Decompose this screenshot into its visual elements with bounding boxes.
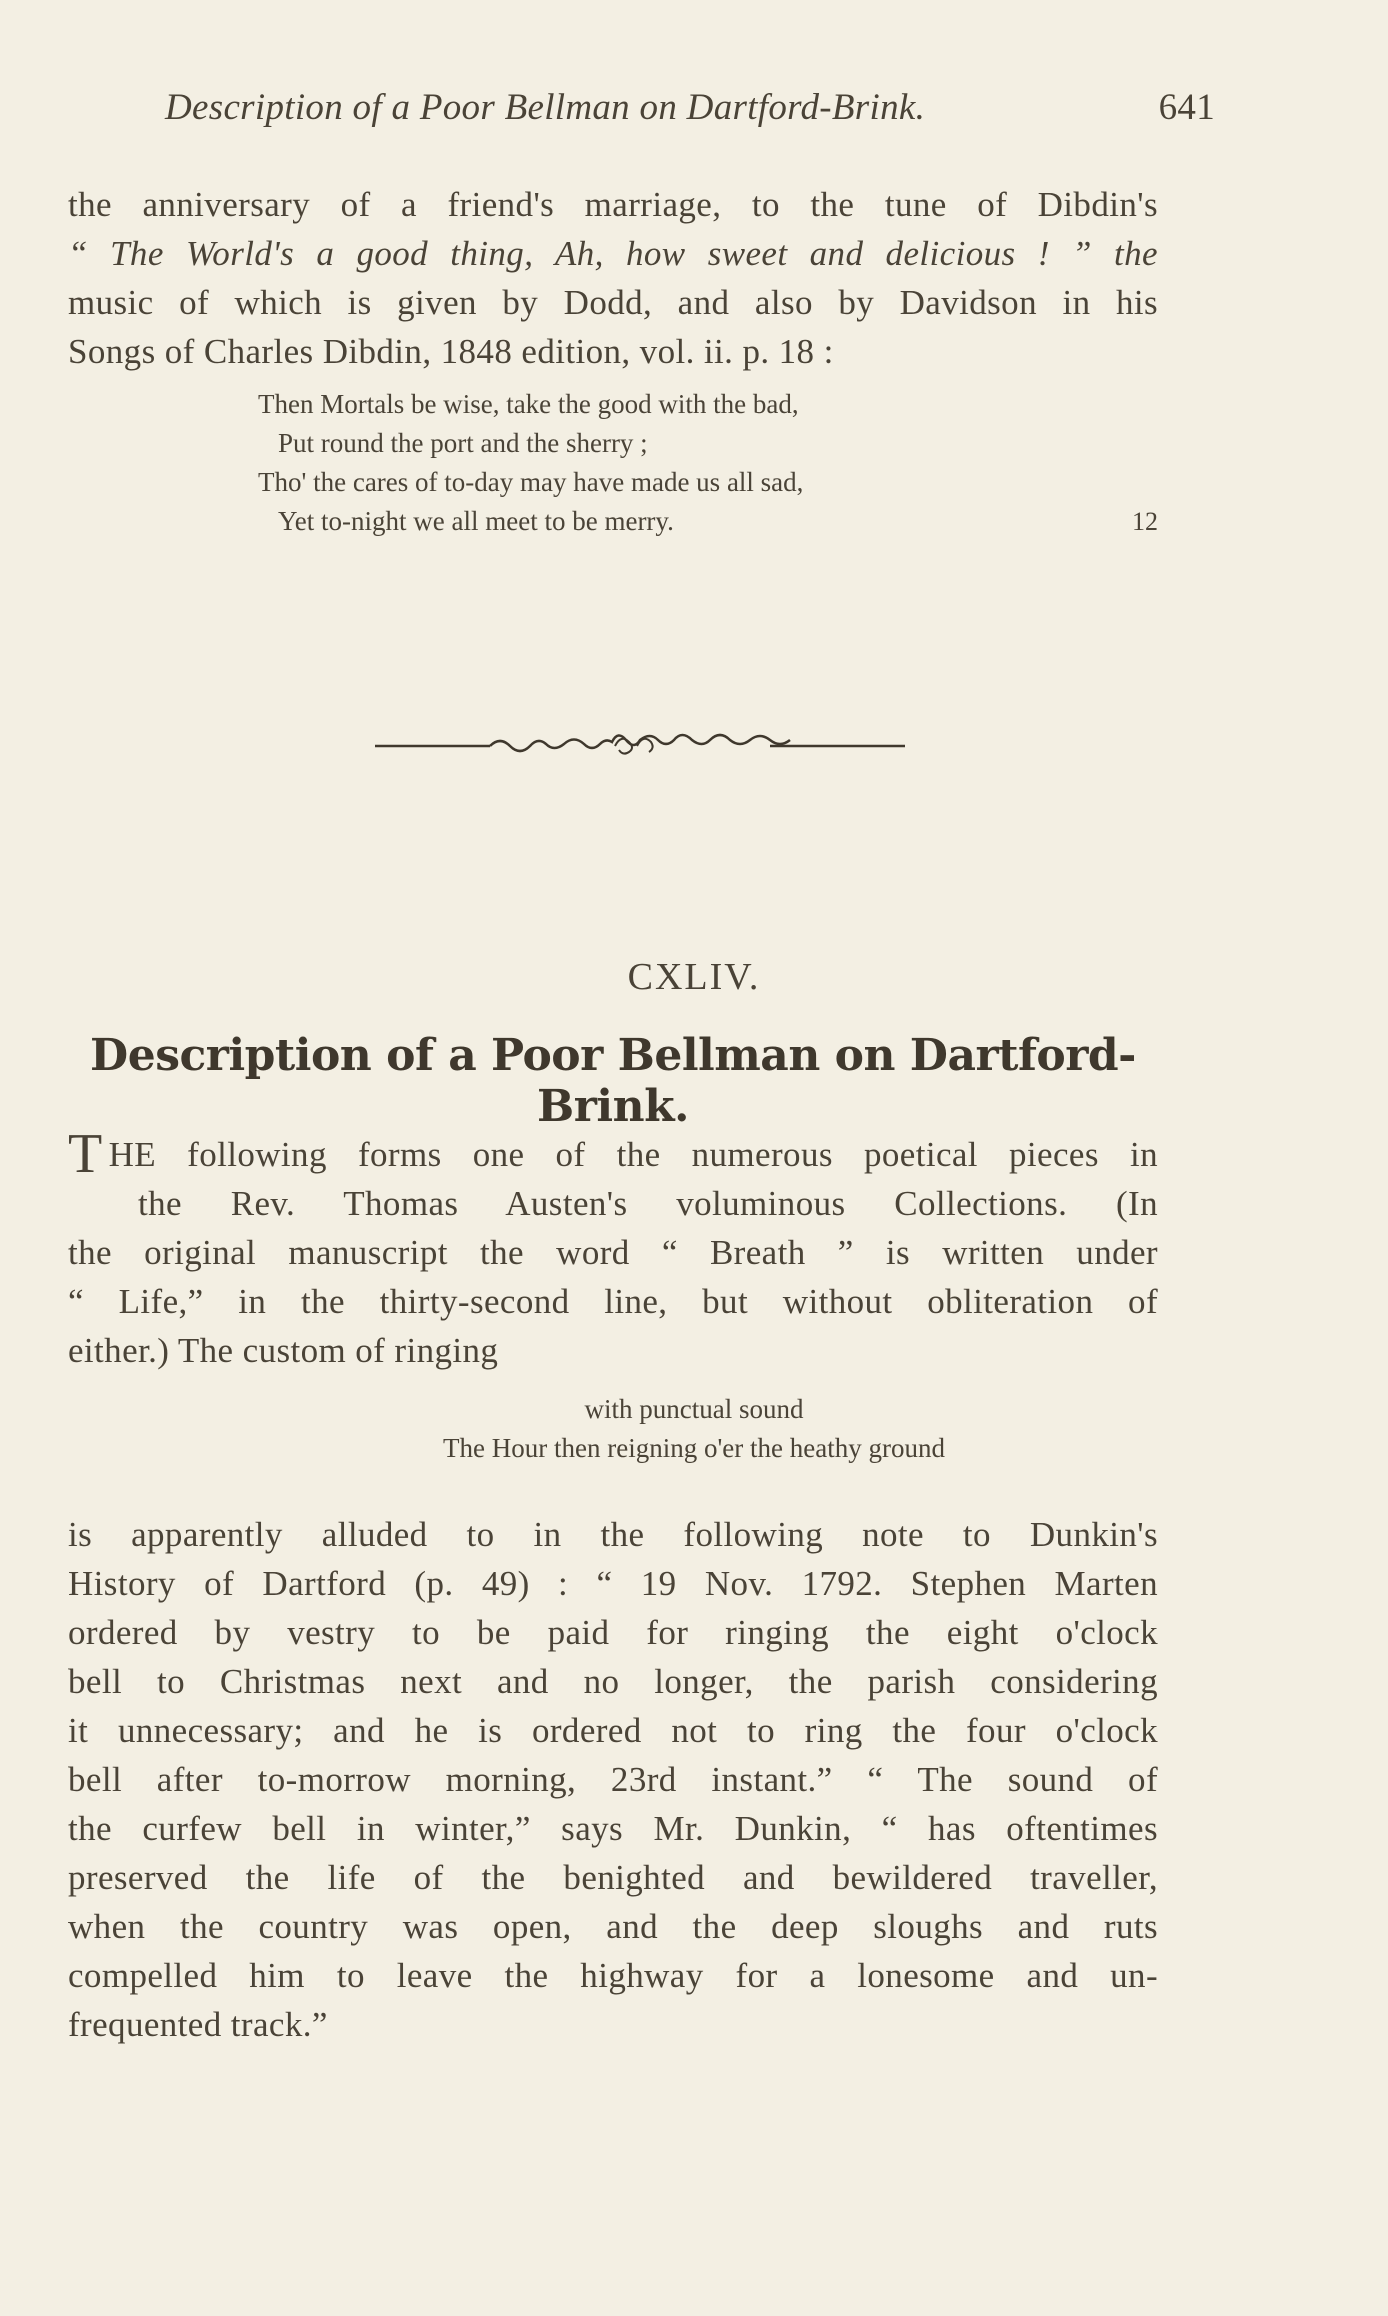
paragraph-line: preserved the life of the benighted and bewildered traveller,	[68, 1858, 1158, 1897]
running-head	[165, 86, 1215, 136]
paragraph-line: Songs of Charles Dibdin, 1848 edition, vol. ii. p. 18 :	[68, 332, 834, 371]
verse-line: Put round the port and the sherry ;	[278, 428, 648, 458]
paragraph-line: the curfew bell in winter,” says Mr. Dunkin, “ has oftentimes	[68, 1809, 1158, 1848]
paragraph-line: either.) The custom of ringing	[68, 1331, 499, 1370]
running-head-title: Description of a Poor Bellman on Dartford-Brink.	[165, 87, 926, 128]
paragraph-line: music of which is given by Dodd, and also by Davidson in his	[68, 283, 1158, 322]
decorative-flourish-icon	[375, 731, 905, 761]
paragraph-line: the Rev. Thomas Austen's voluminous Collections. (In	[138, 1184, 1158, 1223]
verse-line: Then Mortals be wise, take the good with the bad,	[258, 389, 799, 419]
paragraph-line: the anniversary of a friend's marriage, to the tune of Dibdin's	[68, 185, 1158, 224]
paragraph-line: when the country was open, and the deep sloughs and ruts	[68, 1907, 1158, 1946]
paragraph-line: the original manuscript the word “ Breath ” is written under	[68, 1233, 1158, 1272]
paragraph-line-text: HE following forms one of the numerous poetical pieces in	[108, 1135, 1158, 1174]
paragraph-line: compelled him to leave the highway for a lonesome and un-	[68, 1956, 1158, 1995]
chapter-title: Description of a Poor Bellman on Dartford-Brink.	[90, 1030, 1136, 1132]
final-paragraph	[68, 1510, 1158, 2049]
paragraph-line: “ Life,” in the thirty-second line, but without obliteration of	[68, 1282, 1158, 1321]
drop-cap: T	[68, 1123, 103, 1185]
inline-verse-quote	[0, 1390, 1388, 1468]
verse-stanza	[258, 385, 1158, 541]
paragraph-line: is apparently alluded to in the following note to Dunkin's	[68, 1515, 1158, 1554]
paragraph-line: bell after to-morrow morning, 23rd instant.” “ The sound of	[68, 1760, 1158, 1799]
chapter-number: CXLIV.	[627, 956, 761, 998]
paragraph-line: it unnecessary; and he is ordered not to ring the four o'clock	[68, 1711, 1158, 1750]
verse-line-text: Yet to-night we all meet to be merry.	[278, 506, 674, 536]
paragraph-line: “ The World's a good thing, Ah, how sweet and delicious ! ” the	[68, 234, 1158, 273]
paragraph-line: frequented track.”	[68, 2005, 328, 2044]
verse-line	[258, 502, 1158, 541]
paragraph-line: bell to Christmas next and no longer, the parish considering	[68, 1662, 1158, 1701]
quote-line: The Hour then reigning o'er the heathy ground	[443, 1433, 945, 1463]
paragraph-line: History of Dartford (p. 49) : “ 19 Nov. 1792. Stephen Marten	[68, 1564, 1158, 1603]
verse-line-number: 12	[1132, 507, 1158, 536]
intro-paragraph	[68, 180, 1158, 376]
body-paragraph	[68, 1123, 1158, 1375]
quote-line: with punctual sound	[584, 1394, 804, 1424]
paragraph-line: ordered by vestry to be paid for ringing the eight o'clock	[68, 1613, 1158, 1652]
page-number: 641	[1158, 87, 1215, 128]
paragraph-line	[68, 1123, 1158, 1185]
verse-line: Tho' the cares of to-day may have made us all sad,	[258, 467, 804, 497]
